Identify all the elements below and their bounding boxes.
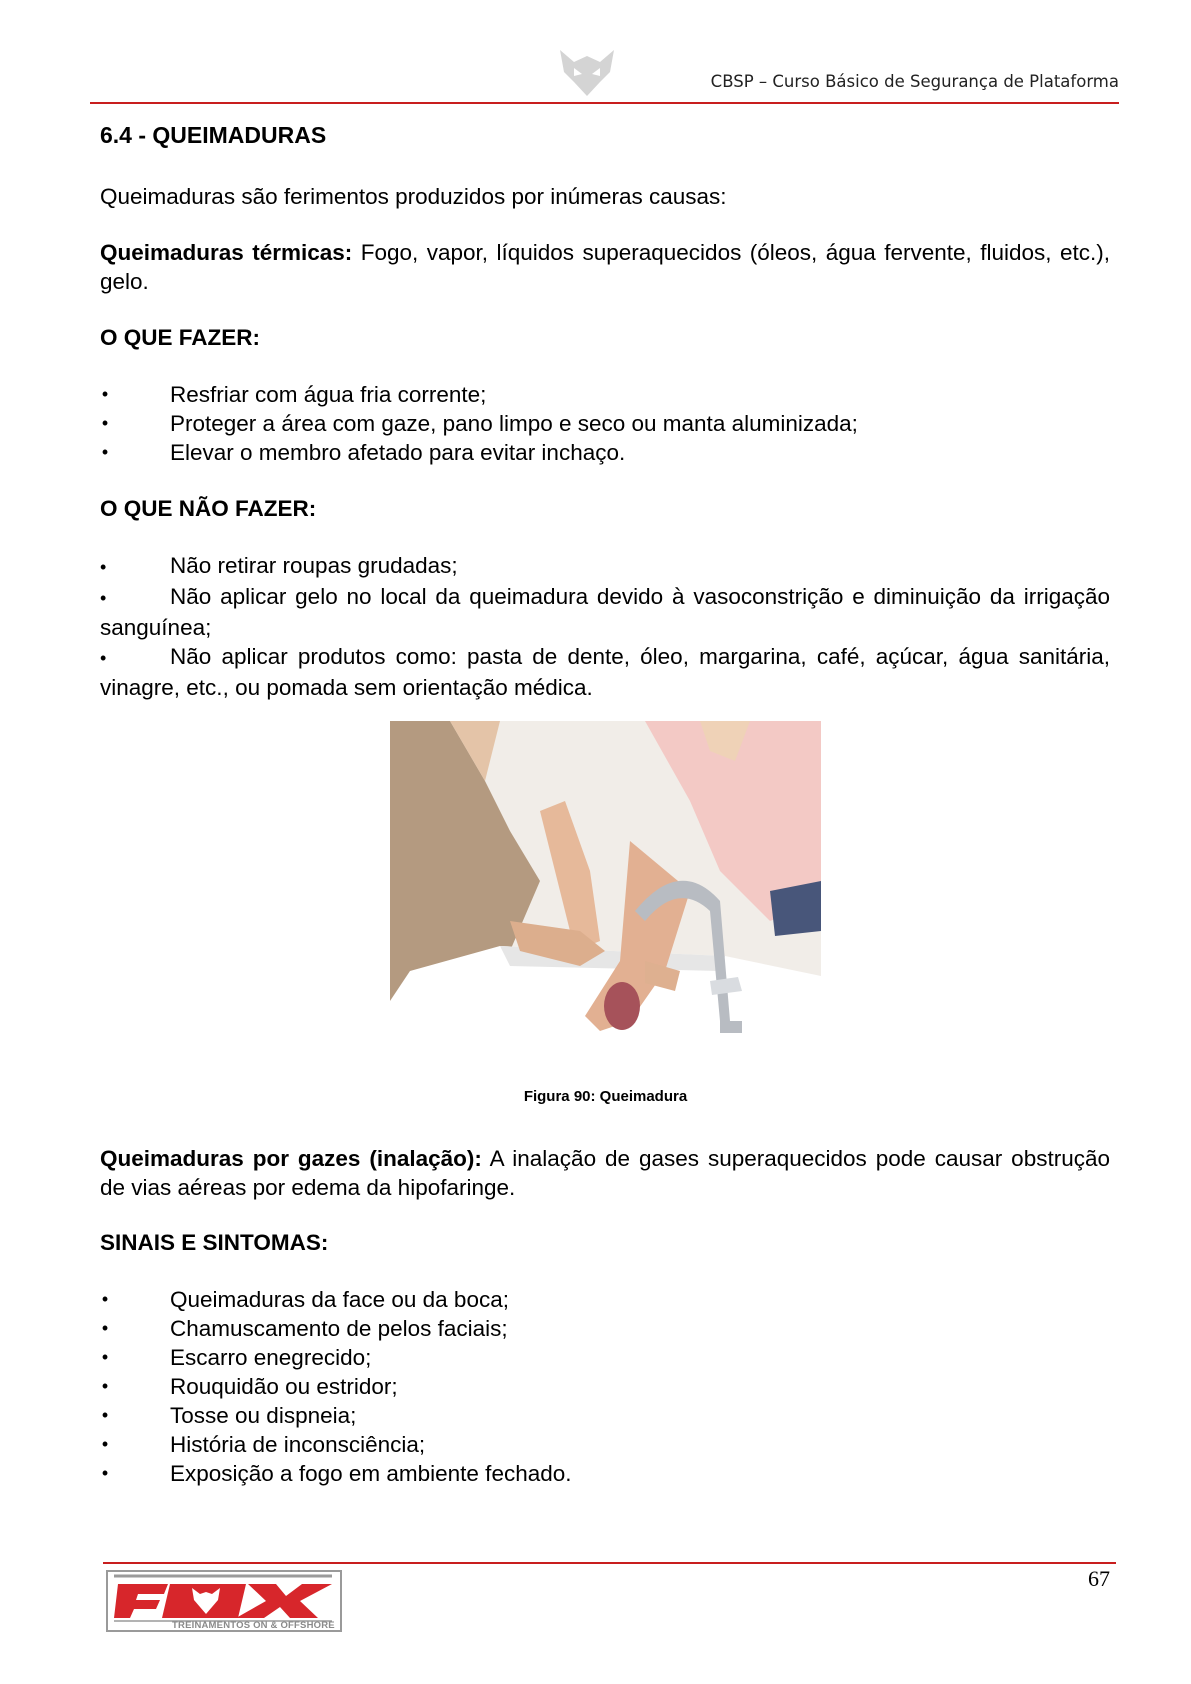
section-heading: 6.4 - QUEIMADURAS: [100, 122, 327, 148]
burn-first-aid-photo: [390, 721, 821, 1069]
gas-burns-text: A inalação de gases superaquecidos pode causar obstrução de vias aéreas por edema da hipofaringe.: [100, 1146, 1110, 1200]
what-to-do-list: [100, 380, 1110, 467]
list-item: • Chamuscamento de pelos faciais;: [101, 1316, 508, 1341]
thermal-burns-paragraph: [100, 238, 1110, 296]
logo-tagline: TREINAMENTOS ON & OFFSHORE: [172, 1620, 335, 1631]
bullet-icon: •: [101, 1347, 109, 1367]
gas-burns-paragraph: [100, 1144, 1110, 1202]
bullet-icon: •: [101, 442, 109, 462]
header-title: CBSP – Curso Básico de Segurança de Plataforma: [710, 72, 1119, 91]
bullet-icon: •: [101, 384, 109, 404]
list-item: • Não aplicar produtos como: pasta de dente, óleo, margarina, café, açúcar, água sanitária, vinagre, etc., ou pomada sem orientação médica.: [100, 644, 1110, 700]
header-rule: [90, 102, 1119, 104]
list-item: • Não retirar roupas grudadas;: [100, 551, 1110, 582]
list-item: • Resfriar com água fria corrente;: [101, 382, 487, 407]
thermal-burns-label: Queimaduras térmicas:: [100, 240, 353, 265]
bullet-icon: •: [100, 588, 107, 608]
what-to-do-heading: O QUE FAZER:: [100, 325, 261, 350]
figure-caption: Figura 90: Queimadura: [523, 1088, 688, 1105]
list-item: • Queimaduras da face ou da boca;: [101, 1287, 509, 1312]
bullet-icon: •: [101, 1463, 109, 1483]
page-number: 67: [1088, 1566, 1110, 1591]
list-item: • Elevar o membro afetado para evitar inchaço.: [101, 440, 626, 465]
signs-symptoms-list: [100, 1285, 1110, 1488]
list-item: • História de inconsciência;: [101, 1432, 426, 1457]
what-not-to-do-heading: O QUE NÃO FAZER:: [100, 496, 317, 521]
thermal-burns-text: Fogo, vapor, líquidos superaquecidos (óleos, água fervente, fluidos, etc.), gelo.: [100, 240, 1110, 294]
fox-head-watermark-icon: [556, 48, 618, 98]
bullet-icon: •: [101, 1434, 109, 1454]
list-item: • Tosse ou dispneia;: [101, 1403, 357, 1428]
what-not-to-do-list: [100, 551, 1110, 702]
footer-rule: [103, 1562, 1116, 1564]
bullet-icon: •: [101, 1405, 109, 1425]
bullet-icon: •: [101, 1289, 109, 1309]
bullet-icon: •: [101, 1376, 109, 1396]
bullet-icon: •: [101, 1318, 109, 1338]
list-item: • Escarro enegrecido;: [101, 1345, 372, 1370]
intro-paragraph: Queimaduras são ferimentos produzidos por inúmeras causas:: [100, 184, 727, 209]
list-item: • Rouquidão ou estridor;: [101, 1374, 398, 1399]
list-item: • Exposição a fogo em ambiente fechado.: [101, 1461, 572, 1486]
bullet-icon: •: [100, 648, 107, 668]
list-item: • Proteger a área com gaze, pano limpo e seco ou manta aluminizada;: [101, 411, 858, 436]
list-item: • Não aplicar gelo no local da queimadura devido à vasoconstrição e diminuição da irrigação sanguínea;: [100, 584, 1110, 640]
signs-symptoms-heading: SINAIS E SINTOMAS:: [100, 1230, 329, 1255]
bullet-icon: •: [101, 413, 109, 433]
gas-burns-label: Queimaduras por gazes (inalação):: [100, 1146, 482, 1171]
bullet-icon: •: [100, 557, 107, 577]
